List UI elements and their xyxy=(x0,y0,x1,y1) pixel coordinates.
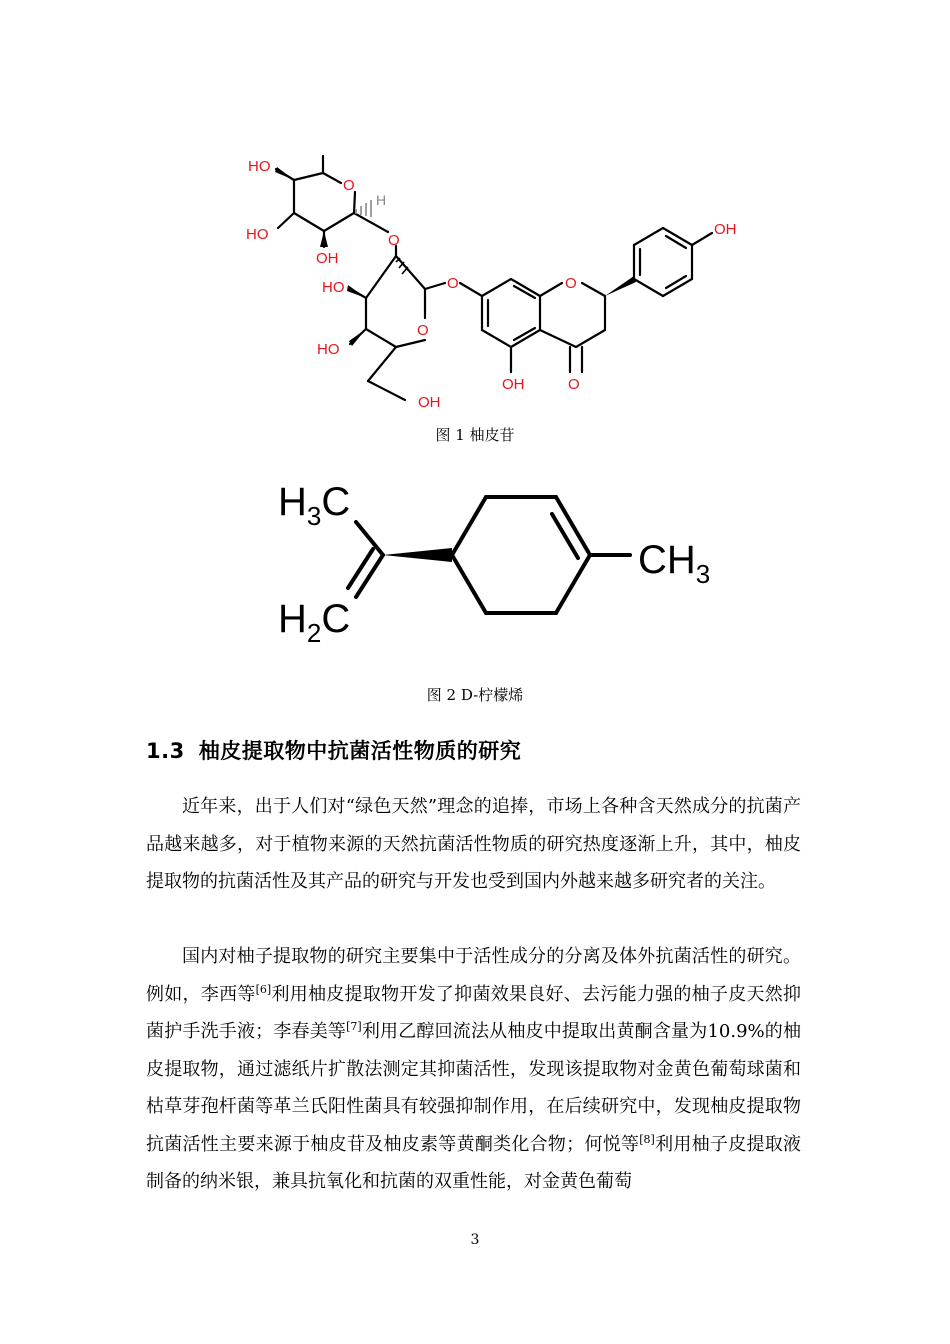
atom-o-glc-ring: O xyxy=(417,322,429,339)
paragraph-2-text-1: 国内对柚子提取物的研究主要集中于活性成分的分离及体外抗菌活性的研究。例如，李西等 xyxy=(146,946,801,1005)
section-number: 1.3 xyxy=(146,739,185,763)
atom-o-glycosidic: O xyxy=(388,232,400,249)
paragraph-2-text-4: 利用柚子皮提取液制备的纳米银，兼具抗氧化和抗菌的双重性能，对金黄色葡萄 xyxy=(146,1133,802,1192)
atom-o-aglycone: O xyxy=(447,275,459,292)
paragraph-2-text-3: 利用乙醇回流法从柚皮中提取出黄酮含量为10.9%的柚皮提取物，通过滤纸片扩散法测定其抑菌活性，发现该提取物对金黄色葡萄球菌和枯草芽孢杆菌等革兰氏阳性菌具有较强抑制作用，在后续研究中，发现柚皮提取物抗菌活性主要来源于柚皮苷及柚皮素等黄酮类化合物；何悦等 xyxy=(146,1021,801,1155)
label-h3c: $H_3C$ xyxy=(278,480,351,531)
atom-oh-ch2: OH xyxy=(418,394,441,411)
atom-h-anomeric: H xyxy=(376,192,387,208)
paragraph-2-text-2: 利用柚皮提取物开发了抑菌效果良好、去污能力强的柚子皮天然抑菌护手洗手液；李春美等 xyxy=(146,983,802,1042)
atom-o-rha-ring: O xyxy=(343,177,355,194)
atom-o-carbonyl: O xyxy=(568,376,580,393)
citation-6: [6] xyxy=(255,982,272,996)
atom-oh-phenol: OH xyxy=(714,221,737,238)
citation-7: [7] xyxy=(346,1020,362,1033)
label-ch3: $CH_3$ xyxy=(638,538,711,589)
paragraph-2 xyxy=(146,938,801,1201)
paragraph-1: 近年来，出于人们对“绿色天然”理念的追捧，市场上各种含天然成分的抗菌产品越来越多，对于植物来源的天然抗菌活性物质的研究热度逐渐上升，其中，柚皮提取物的抗菌活性及其产品的研究与开发也受到国内外越来越多研究者的关注。 xyxy=(146,796,801,892)
limonene-structure xyxy=(270,470,740,650)
atom-oh-a-ring: OH xyxy=(502,376,525,393)
naringin-structure xyxy=(230,146,750,418)
atom-o-chromanone: O xyxy=(565,275,577,292)
atom-ho-glc4: HO xyxy=(317,341,340,358)
section-heading xyxy=(146,735,521,765)
label-h2c: $H_2C$ xyxy=(278,597,351,648)
citation-8: [8] xyxy=(639,1132,655,1146)
wedge-bond xyxy=(383,548,452,562)
atom-ho-top: HO xyxy=(248,158,271,175)
section-title: 柚皮提取物中抗菌活性物质的研究 xyxy=(198,739,522,763)
atom-ho-left: HO xyxy=(246,226,269,243)
atom-ho-glc3: HO xyxy=(322,279,345,296)
atom-oh-rha: OH xyxy=(316,250,339,267)
figure-1-caption: 图 1 柚皮苷 xyxy=(435,426,515,444)
figure-2-caption: 图 2 D-柠檬烯 xyxy=(426,686,524,704)
page-number: 3 xyxy=(470,1232,480,1248)
